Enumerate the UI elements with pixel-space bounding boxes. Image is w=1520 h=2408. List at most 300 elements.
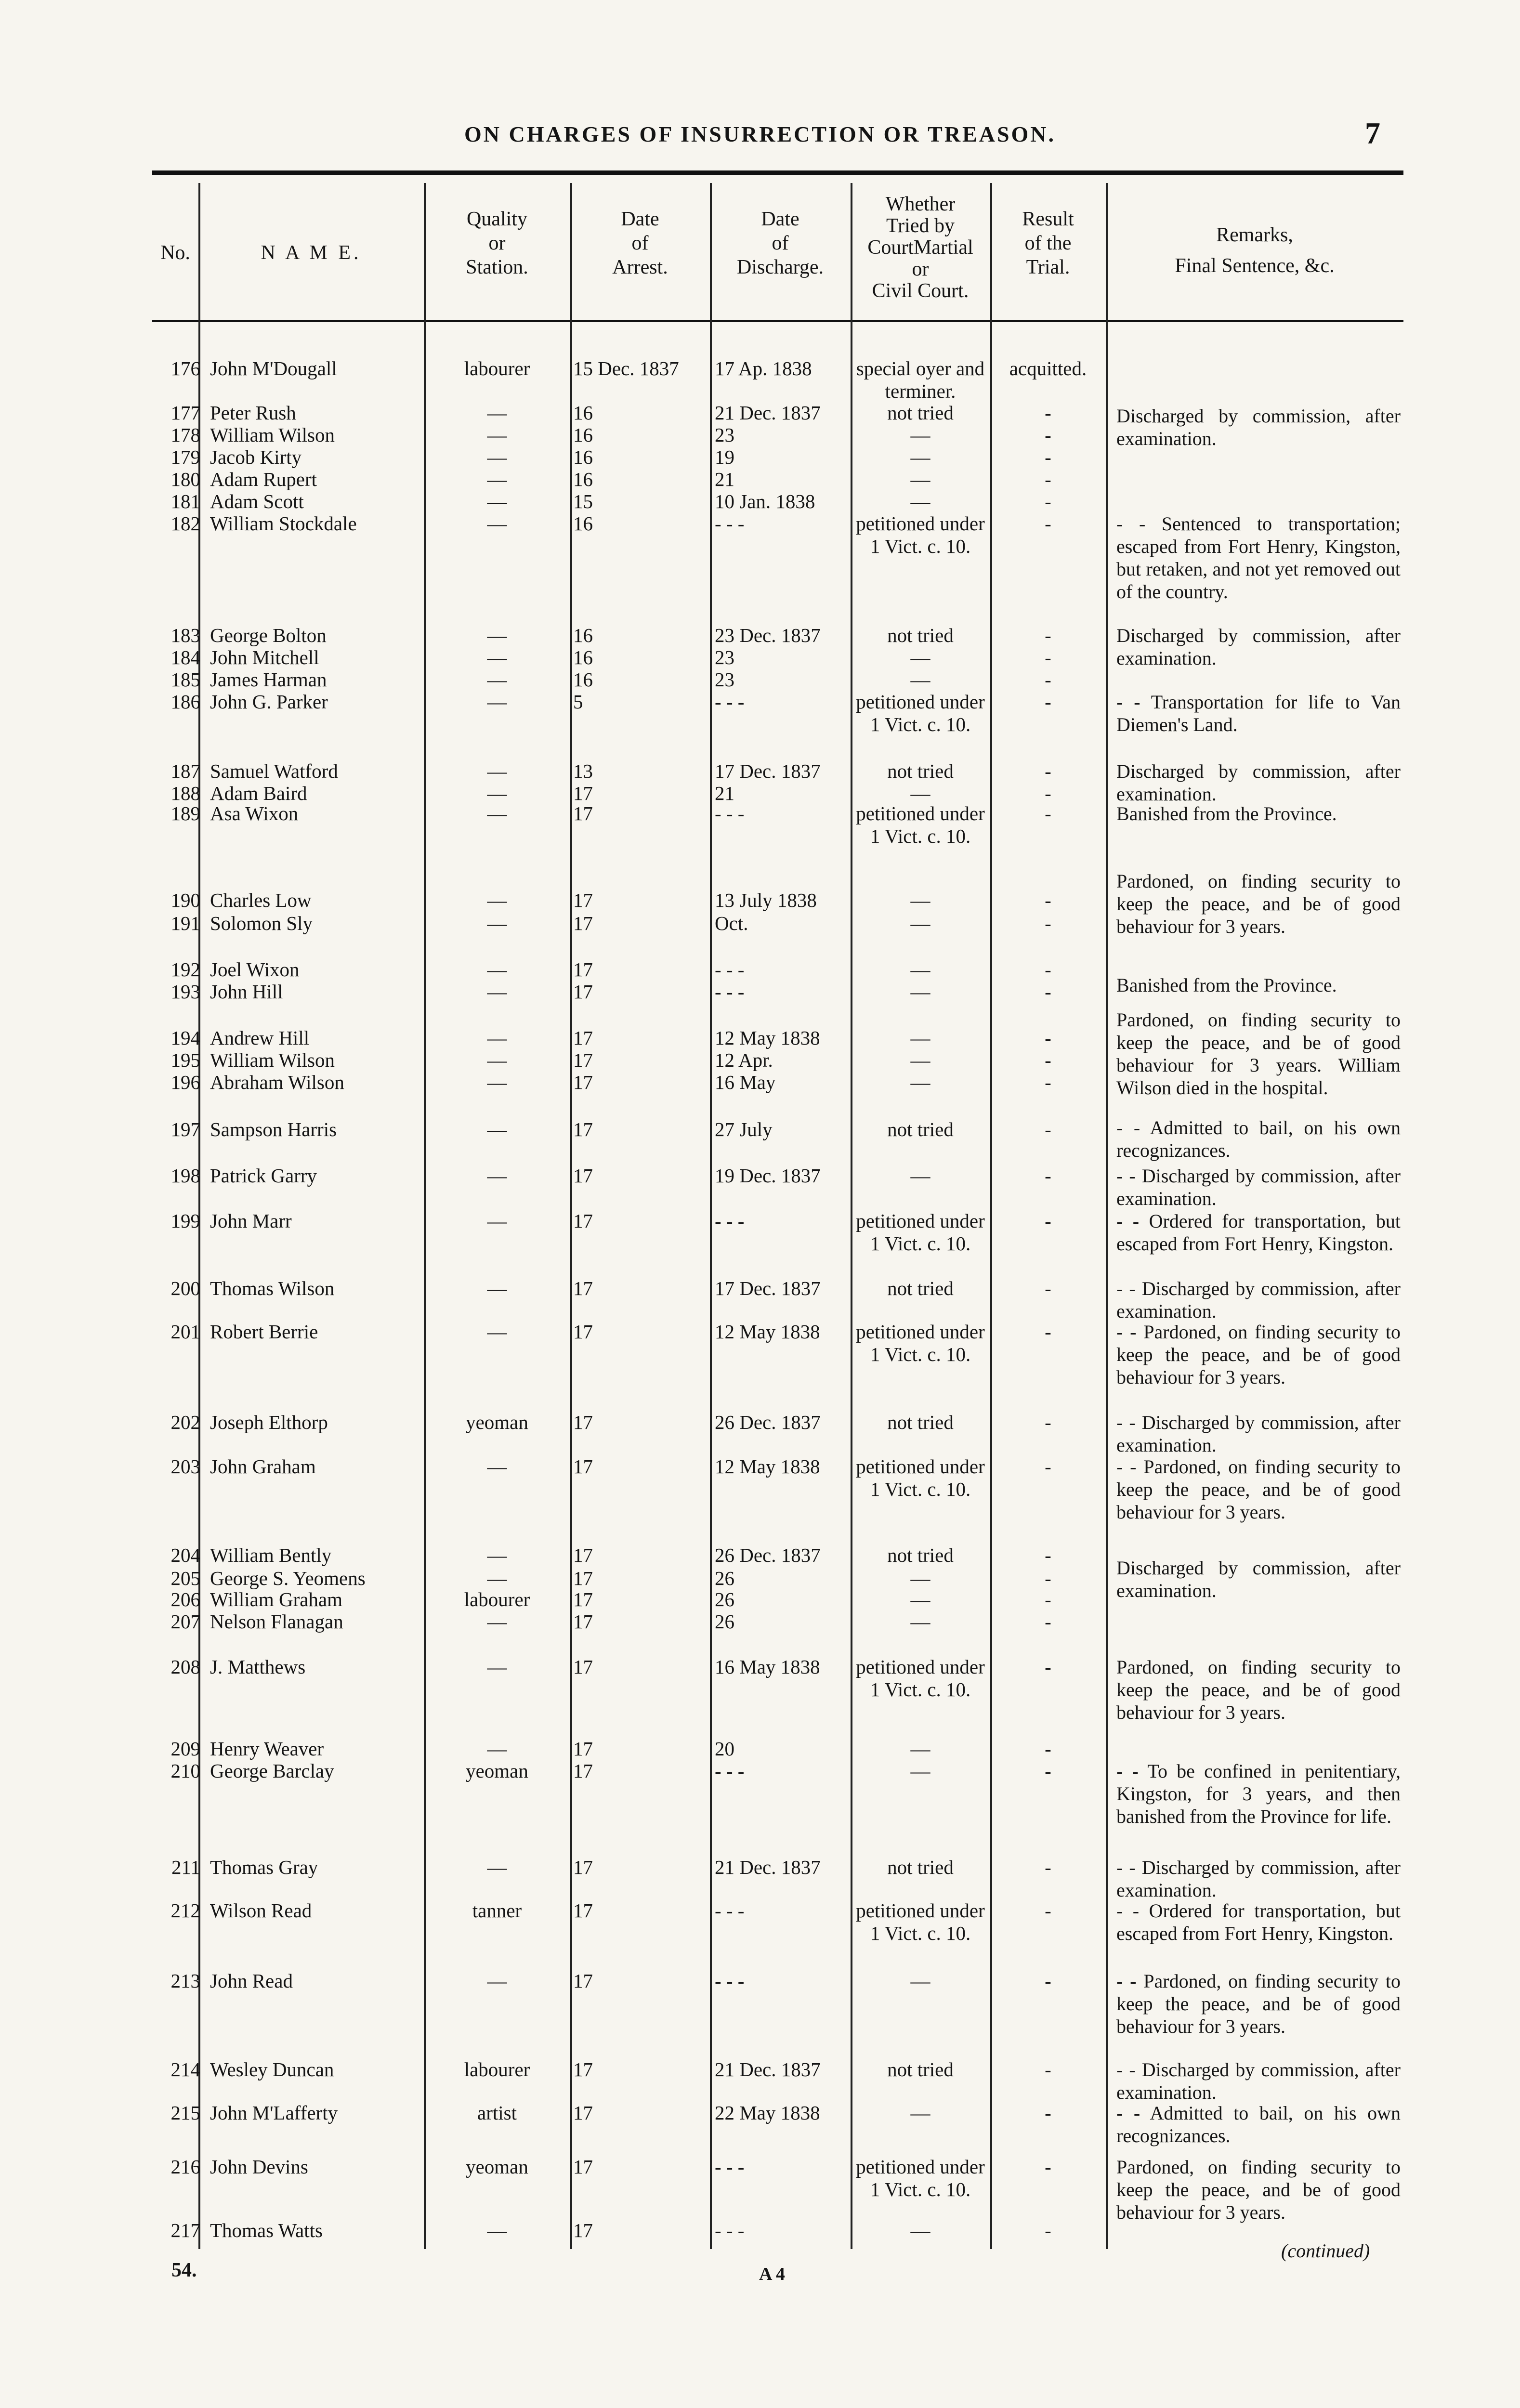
- row-209-discharge: 20: [715, 1738, 734, 1760]
- row-196-arrest: 17: [573, 1071, 593, 1093]
- row-191-quality: —: [487, 912, 507, 934]
- row-209-result: -: [1045, 1738, 1051, 1760]
- row-190-discharge: 13 July 1838: [715, 889, 817, 911]
- row-209-quality: —: [487, 1738, 507, 1760]
- row-207-quality: —: [487, 1610, 507, 1633]
- row-188-result: -: [1045, 782, 1051, 804]
- row-195-tried: —: [910, 1049, 930, 1071]
- row-207-name: Nelson Flanagan: [210, 1610, 343, 1633]
- row-203-tried: petitioned under 1 Vict. c. 10.: [856, 1455, 985, 1500]
- row-199-result: -: [1045, 1210, 1051, 1232]
- footer-signature: A 4: [759, 2264, 785, 2284]
- row-176-no: 176: [170, 357, 200, 380]
- row-189-arrest: 17: [573, 802, 593, 824]
- row-180-no: 180: [170, 468, 200, 490]
- row-176-discharge: 17 Ap. 1838: [715, 357, 812, 380]
- remark-entry: Discharged by commission, after examination.: [1116, 405, 1401, 449]
- row-187-arrest: 13: [573, 760, 593, 782]
- row-195-quality: —: [487, 1049, 507, 1071]
- column-header-tried: Whether Tried by CourtMartial or Civil Court.: [867, 193, 973, 302]
- row-210-discharge: - - -: [715, 1760, 745, 1782]
- row-179-arrest: 16: [573, 446, 593, 468]
- row-217-name: Thomas Watts: [210, 2219, 323, 2241]
- row-193-result: -: [1045, 981, 1051, 1003]
- row-180-name: Adam Rupert: [210, 468, 317, 490]
- row-217-discharge: - - -: [715, 2219, 745, 2241]
- row-187-quality: —: [487, 760, 507, 782]
- row-211-arrest: 17: [573, 1856, 593, 1878]
- row-203-discharge: 12 May 1838: [715, 1455, 820, 1478]
- row-211-no: 211: [171, 1856, 200, 1878]
- row-190-no: 190: [170, 889, 200, 911]
- running-head: ON CHARGES OF INSURRECTION OR TREASON.: [464, 122, 1056, 146]
- row-206-tried: —: [910, 1588, 930, 1610]
- row-208-result: -: [1045, 1656, 1051, 1678]
- row-203-result: -: [1045, 1455, 1051, 1478]
- row-194-result: -: [1045, 1027, 1051, 1049]
- row-186-result: -: [1045, 691, 1051, 713]
- row-217-result: -: [1045, 2219, 1051, 2241]
- row-186-arrest: 5: [573, 691, 583, 713]
- row-193-tried: —: [910, 981, 930, 1003]
- row-193-arrest: 17: [573, 981, 593, 1003]
- row-194-discharge: 12 May 1838: [715, 1027, 820, 1049]
- row-200-tried: not tried: [887, 1277, 954, 1299]
- remark-entry: Discharged by commission, after examination.: [1116, 625, 1401, 669]
- row-198-no: 198: [170, 1165, 200, 1187]
- row-194-tried: —: [910, 1027, 930, 1049]
- column-divider: [570, 183, 572, 2249]
- row-205-name: George S. Yeomens: [210, 1567, 366, 1589]
- row-195-discharge: 12 Apr.: [715, 1049, 773, 1071]
- row-203-quality: —: [487, 1455, 507, 1478]
- row-184-no: 184: [170, 646, 200, 668]
- row-211-quality: —: [487, 1856, 507, 1878]
- row-181-result: -: [1045, 490, 1051, 512]
- row-196-name: Abraham Wilson: [210, 1071, 344, 1093]
- row-199-tried: petitioned under 1 Vict. c. 10.: [856, 1210, 985, 1255]
- row-217-tried: —: [910, 2219, 930, 2241]
- row-212-quality: tanner: [472, 1899, 522, 1922]
- row-192-quality: —: [487, 958, 507, 981]
- column-header-name: N A M E.: [261, 242, 362, 264]
- row-192-tried: —: [910, 958, 930, 981]
- row-189-result: -: [1045, 802, 1051, 824]
- row-190-arrest: 17: [573, 889, 593, 911]
- row-182-discharge: - - -: [715, 512, 745, 535]
- row-214-arrest: 17: [573, 2058, 593, 2081]
- row-216-tried: petitioned under 1 Vict. c. 10.: [856, 2156, 985, 2200]
- row-195-result: -: [1045, 1049, 1051, 1071]
- row-211-result: -: [1045, 1856, 1051, 1878]
- row-206-quality: labourer: [464, 1588, 530, 1610]
- row-198-arrest: 17: [573, 1165, 593, 1187]
- row-214-discharge: 21 Dec. 1837: [715, 2058, 821, 2081]
- row-194-arrest: 17: [573, 1027, 593, 1049]
- row-184-name: John Mitchell: [210, 646, 319, 668]
- row-180-quality: —: [487, 468, 507, 490]
- row-204-no: 204: [170, 1544, 200, 1566]
- row-202-quality: yeoman: [466, 1411, 528, 1433]
- row-208-quality: —: [487, 1656, 507, 1678]
- row-202-arrest: 17: [573, 1411, 593, 1433]
- row-200-result: -: [1045, 1277, 1051, 1299]
- row-188-arrest: 17: [573, 782, 593, 804]
- row-185-arrest: 16: [573, 668, 593, 691]
- row-183-arrest: 16: [573, 624, 593, 646]
- row-188-discharge: 21: [715, 782, 734, 804]
- remark-entry: - - Discharged by commission, after examination.: [1116, 2059, 1401, 2103]
- row-184-arrest: 16: [573, 646, 593, 668]
- row-185-discharge: 23: [715, 668, 734, 691]
- row-194-no: 194: [170, 1027, 200, 1049]
- row-189-quality: —: [487, 802, 507, 824]
- row-192-result: -: [1045, 958, 1051, 981]
- row-215-result: -: [1045, 2102, 1051, 2124]
- row-185-quality: —: [487, 668, 507, 691]
- row-191-discharge: Oct.: [715, 912, 748, 934]
- row-184-quality: —: [487, 646, 507, 668]
- row-209-no: 209: [170, 1738, 200, 1760]
- row-208-name: J. Matthews: [210, 1656, 306, 1678]
- row-183-discharge: 23 Dec. 1837: [715, 624, 821, 646]
- row-189-no: 189: [170, 802, 200, 824]
- row-177-tried: not tried: [887, 402, 954, 424]
- page-number: 7: [1365, 116, 1380, 150]
- row-177-discharge: 21 Dec. 1837: [715, 402, 821, 424]
- row-210-result: -: [1045, 1760, 1051, 1782]
- row-181-quality: —: [487, 490, 507, 512]
- remark-entry: - - Discharged by commission, after examination.: [1116, 1278, 1401, 1322]
- row-187-discharge: 17 Dec. 1837: [715, 760, 821, 782]
- row-178-tried: —: [910, 424, 930, 446]
- row-195-name: William Wilson: [210, 1049, 335, 1071]
- row-215-no: 215: [170, 2102, 200, 2124]
- remark-entry: Pardoned, on finding security to keep the peace, and be of good behaviour for 3 years. William Wilson died in the hospital.: [1116, 1009, 1401, 1099]
- row-176-name: John M'Dougall: [210, 357, 337, 380]
- row-198-result: -: [1045, 1165, 1051, 1187]
- row-186-no: 186: [170, 691, 200, 713]
- row-190-tried: —: [910, 889, 930, 911]
- row-208-discharge: 16 May 1838: [715, 1656, 820, 1678]
- row-206-name: William Graham: [210, 1588, 343, 1610]
- row-185-name: James Harman: [210, 668, 327, 691]
- row-178-quality: —: [487, 424, 507, 446]
- row-213-name: John Read: [210, 1970, 293, 1992]
- row-212-no: 212: [170, 1899, 200, 1922]
- row-183-result: -: [1045, 624, 1051, 646]
- row-181-tried: —: [910, 490, 930, 512]
- row-214-name: Wesley Duncan: [210, 2058, 334, 2081]
- row-202-discharge: 26 Dec. 1837: [715, 1411, 821, 1433]
- row-191-result: -: [1045, 912, 1051, 934]
- row-189-name: Asa Wixon: [210, 802, 299, 824]
- row-201-no: 201: [170, 1321, 200, 1343]
- row-213-tried: —: [910, 1970, 930, 1992]
- row-181-arrest: 15: [573, 490, 593, 512]
- row-183-quality: —: [487, 624, 507, 646]
- row-177-result: -: [1045, 402, 1051, 424]
- remark-entry: Pardoned, on finding security to keep the peace, and be of good behaviour for 3 years.: [1116, 1656, 1401, 1723]
- row-186-discharge: - - -: [715, 691, 745, 713]
- remark-entry: Pardoned, on finding security to keep the peace, and be of good behaviour for 3 years.: [1116, 870, 1401, 937]
- row-182-name: William Stockdale: [210, 512, 357, 535]
- remark-entry: - - Discharged by commission, after examination.: [1116, 1412, 1401, 1456]
- row-185-result: -: [1045, 668, 1051, 691]
- row-204-tried: not tried: [887, 1544, 954, 1566]
- column-header-no: No.: [160, 242, 190, 264]
- row-181-discharge: 10 Jan. 1838: [715, 490, 815, 512]
- row-193-name: John Hill: [210, 981, 283, 1003]
- row-176-arrest: 15 Dec. 1837: [573, 357, 679, 380]
- row-201-quality: —: [487, 1321, 507, 1343]
- row-187-name: Samuel Watford: [210, 760, 338, 782]
- row-216-no: 216: [170, 2156, 200, 2178]
- row-180-result: -: [1045, 468, 1051, 490]
- row-205-result: -: [1045, 1567, 1051, 1589]
- row-196-discharge: 16 May: [715, 1071, 776, 1093]
- row-188-quality: —: [487, 782, 507, 804]
- remark-entry: Banished from the Province.: [1116, 803, 1337, 824]
- row-210-quality: yeoman: [466, 1760, 528, 1782]
- row-194-name: Andrew Hill: [210, 1027, 310, 1049]
- row-190-result: -: [1045, 889, 1051, 911]
- row-207-tried: —: [910, 1610, 930, 1633]
- row-182-tried: petitioned under 1 Vict. c. 10.: [856, 512, 985, 557]
- row-182-arrest: 16: [573, 512, 593, 535]
- row-201-result: -: [1045, 1321, 1051, 1343]
- row-205-discharge: 26: [715, 1567, 734, 1589]
- column-header-result: Result of the Trial.: [1022, 208, 1074, 278]
- row-203-no: 203: [170, 1455, 200, 1478]
- row-204-discharge: 26 Dec. 1837: [715, 1544, 821, 1566]
- row-184-tried: —: [910, 646, 930, 668]
- row-190-name: Charles Low: [210, 889, 312, 911]
- row-199-name: John Marr: [210, 1210, 292, 1232]
- row-189-discharge: - - -: [715, 802, 745, 824]
- row-182-result: -: [1045, 512, 1051, 535]
- row-205-quality: —: [487, 1567, 507, 1589]
- row-178-no: 178: [170, 424, 200, 446]
- row-184-discharge: 23: [715, 646, 734, 668]
- row-217-quality: —: [487, 2219, 507, 2241]
- row-179-discharge: 19: [715, 446, 734, 468]
- row-198-quality: —: [487, 1165, 507, 1187]
- row-210-tried: —: [910, 1760, 930, 1782]
- row-179-name: Jacob Kirty: [210, 446, 302, 468]
- row-191-arrest: 17: [573, 912, 593, 934]
- row-209-tried: —: [910, 1738, 930, 1760]
- row-176-quality: labourer: [464, 357, 530, 380]
- row-211-name: Thomas Gray: [210, 1856, 318, 1878]
- row-188-tried: —: [910, 782, 930, 804]
- row-192-no: 192: [170, 958, 200, 981]
- row-208-no: 208: [170, 1656, 200, 1678]
- row-216-result: -: [1045, 2156, 1051, 2178]
- row-199-arrest: 17: [573, 1210, 593, 1232]
- row-204-result: -: [1045, 1544, 1051, 1566]
- row-212-result: -: [1045, 1899, 1051, 1922]
- row-196-result: -: [1045, 1071, 1051, 1093]
- row-187-tried: not tried: [887, 760, 954, 782]
- row-197-quality: —: [487, 1118, 507, 1140]
- row-181-name: Adam Scott: [210, 490, 304, 512]
- row-216-name: John Devins: [210, 2156, 308, 2178]
- row-211-tried: not tried: [887, 1856, 954, 1878]
- row-212-tried: petitioned under 1 Vict. c. 10.: [856, 1899, 985, 1944]
- row-206-no: 206: [170, 1588, 200, 1610]
- row-207-arrest: 17: [573, 1610, 593, 1633]
- row-197-no: 197: [170, 1118, 200, 1140]
- remark-entry: - - Discharged by commission, after examination.: [1116, 1857, 1401, 1901]
- row-200-arrest: 17: [573, 1277, 593, 1299]
- row-208-tried: petitioned under 1 Vict. c. 10.: [856, 1656, 985, 1701]
- remark-entry: Discharged by commission, after examination.: [1116, 760, 1401, 805]
- row-213-result: -: [1045, 1970, 1051, 1992]
- remark-entry: - - To be confined in penitentiary, Kingston, for 3 years, and then banished from the Province for life.: [1116, 1760, 1401, 1827]
- row-202-tried: not tried: [887, 1411, 954, 1433]
- row-217-no: 217: [170, 2219, 200, 2241]
- row-199-no: 199: [170, 1210, 200, 1232]
- row-217-arrest: 17: [573, 2219, 593, 2241]
- remark-entry: Pardoned, on finding security to keep the peace, and be of good behaviour for 3 years.: [1116, 2156, 1401, 2223]
- row-203-name: John Graham: [210, 1455, 316, 1478]
- row-197-tried: not tried: [887, 1118, 954, 1140]
- row-192-arrest: 17: [573, 958, 593, 981]
- row-196-quality: —: [487, 1071, 507, 1093]
- row-179-no: 179: [170, 446, 200, 468]
- remark-entry: - - Pardoned, on finding security to keep the peace, and be of good behaviour for 3 years.: [1116, 1321, 1401, 1388]
- row-214-tried: not tried: [887, 2058, 954, 2081]
- row-181-no: 181: [170, 490, 200, 512]
- column-divider: [1106, 183, 1108, 2249]
- row-202-result: -: [1045, 1411, 1051, 1433]
- row-197-name: Sampson Harris: [210, 1118, 337, 1140]
- row-207-result: -: [1045, 1610, 1051, 1633]
- row-205-arrest: 17: [573, 1567, 593, 1589]
- row-196-no: 196: [170, 1071, 200, 1093]
- remark-entry: - - Pardoned, on finding security to keep the peace, and be of good behaviour for 3 years.: [1116, 1970, 1401, 2037]
- row-214-quality: labourer: [464, 2058, 530, 2081]
- row-195-no: 195: [170, 1049, 200, 1071]
- remark-entry: - - Ordered for transportation, but escaped from Fort Henry, Kingston.: [1116, 1900, 1401, 1944]
- row-193-no: 193: [170, 981, 200, 1003]
- row-179-tried: —: [910, 446, 930, 468]
- footer-sheet-number: 54.: [171, 2259, 197, 2281]
- row-198-tried: —: [910, 1165, 930, 1187]
- row-202-no: 202: [170, 1411, 200, 1433]
- row-214-no: 214: [170, 2058, 200, 2081]
- row-187-result: -: [1045, 760, 1051, 782]
- column-header-discharge: Date of Discharge.: [737, 208, 824, 278]
- row-177-no: 177: [170, 402, 200, 424]
- row-201-discharge: 12 May 1838: [715, 1321, 820, 1343]
- row-198-name: Patrick Garry: [210, 1165, 317, 1187]
- row-215-tried: —: [910, 2102, 930, 2124]
- row-215-discharge: 22 May 1838: [715, 2102, 820, 2124]
- remark-entry: - - Pardoned, on finding security to keep the peace, and be of good behaviour for 3 years.: [1116, 1456, 1401, 1523]
- row-185-tried: —: [910, 668, 930, 691]
- row-212-name: Wilson Read: [210, 1899, 312, 1922]
- row-213-discharge: - - -: [715, 1970, 745, 1992]
- row-206-arrest: 17: [573, 1588, 593, 1610]
- row-206-result: -: [1045, 1588, 1051, 1610]
- column-header-quality: Quality or Station.: [466, 208, 528, 278]
- row-212-arrest: 17: [573, 1899, 593, 1922]
- row-212-discharge: - - -: [715, 1899, 745, 1922]
- remark-entry: - - Admitted to bail, on his own recognizances.: [1116, 1117, 1401, 1161]
- row-202-name: Joseph Elthorp: [210, 1411, 328, 1433]
- row-185-no: 185: [170, 668, 200, 691]
- row-215-arrest: 17: [573, 2102, 593, 2124]
- row-191-name: Solomon Sly: [210, 912, 313, 934]
- row-183-no: 183: [170, 624, 200, 646]
- row-188-name: Adam Baird: [210, 782, 307, 804]
- row-211-discharge: 21 Dec. 1837: [715, 1856, 821, 1878]
- row-188-no: 188: [170, 782, 200, 804]
- row-177-name: Peter Rush: [210, 402, 296, 424]
- row-180-discharge: 21: [715, 468, 734, 490]
- row-200-quality: —: [487, 1277, 507, 1299]
- column-divider: [424, 183, 426, 2249]
- row-178-discharge: 23: [715, 424, 734, 446]
- row-192-discharge: - - -: [715, 958, 745, 981]
- row-215-name: John M'Lafferty: [210, 2102, 338, 2124]
- row-182-quality: —: [487, 512, 507, 535]
- row-178-result: -: [1045, 424, 1051, 446]
- row-204-arrest: 17: [573, 1544, 593, 1566]
- row-177-quality: —: [487, 402, 507, 424]
- row-196-tried: —: [910, 1071, 930, 1093]
- row-189-tried: petitioned under 1 Vict. c. 10.: [856, 802, 985, 847]
- row-178-name: William Wilson: [210, 424, 335, 446]
- row-205-no: 205: [170, 1567, 200, 1589]
- row-216-discharge: - - -: [715, 2156, 745, 2178]
- row-200-name: Thomas Wilson: [210, 1277, 335, 1299]
- row-201-tried: petitioned under 1 Vict. c. 10.: [856, 1321, 985, 1365]
- row-205-tried: —: [910, 1567, 930, 1589]
- row-209-arrest: 17: [573, 1738, 593, 1760]
- row-215-quality: artist: [477, 2102, 517, 2124]
- row-207-discharge: 26: [715, 1610, 734, 1633]
- remark-entry: Banished from the Province.: [1116, 974, 1337, 996]
- row-176-result: acquitted.: [1009, 357, 1087, 380]
- row-214-result: -: [1045, 2058, 1051, 2081]
- row-209-name: Henry Weaver: [210, 1738, 324, 1760]
- row-183-tried: not tried: [887, 624, 954, 646]
- row-186-tried: petitioned under 1 Vict. c. 10.: [856, 691, 985, 735]
- row-177-arrest: 16: [573, 402, 593, 424]
- row-180-arrest: 16: [573, 468, 593, 490]
- header-rule: [152, 320, 1403, 322]
- row-195-arrest: 17: [573, 1049, 593, 1071]
- row-216-quality: yeoman: [466, 2156, 528, 2178]
- row-191-no: 191: [170, 912, 200, 934]
- row-197-discharge: 27 July: [715, 1118, 773, 1140]
- footer-continued: (continued): [1281, 2240, 1370, 2262]
- column-header-arrest: Date of Arrest.: [612, 208, 668, 278]
- row-192-name: Joel Wixon: [210, 958, 300, 981]
- row-186-quality: —: [487, 691, 507, 713]
- row-193-discharge: - - -: [715, 981, 745, 1003]
- row-179-quality: —: [487, 446, 507, 468]
- row-213-arrest: 17: [573, 1970, 593, 1992]
- row-199-discharge: - - -: [715, 1210, 745, 1232]
- row-179-result: -: [1045, 446, 1051, 468]
- row-190-quality: —: [487, 889, 507, 911]
- row-182-no: 182: [170, 512, 200, 535]
- row-213-no: 213: [170, 1970, 200, 1992]
